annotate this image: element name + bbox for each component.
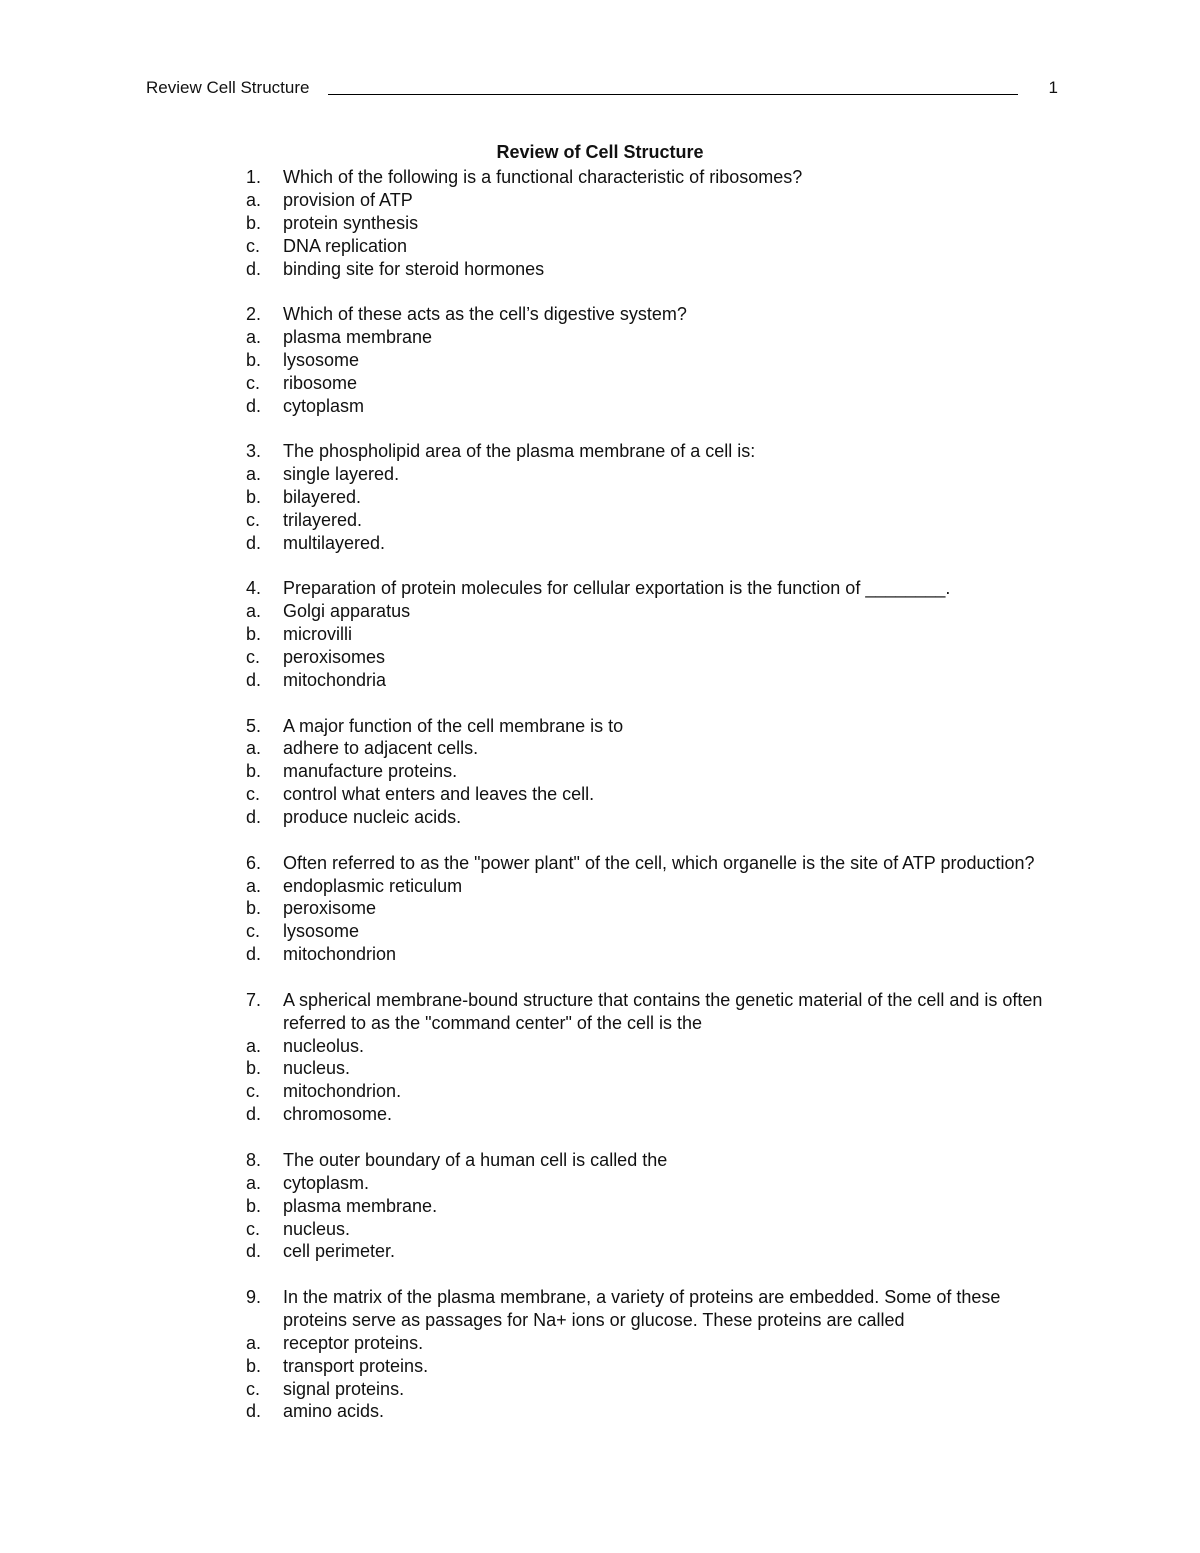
option-text: multilayered. (283, 532, 386, 553)
option-text: nucleus. (283, 1058, 351, 1079)
option-letter: a. (246, 189, 262, 210)
option-letter: d. (246, 532, 262, 553)
question-stem (246, 440, 1046, 463)
question-list (246, 166, 1046, 1446)
answer-option (246, 463, 1046, 486)
answer-option (246, 646, 1046, 669)
option-text: cell perimeter. (283, 1241, 396, 1262)
question-stem (246, 715, 1046, 738)
answer-option (246, 920, 1046, 943)
answer-option (246, 1057, 1046, 1080)
option-text: cytoplasm (283, 395, 365, 416)
option-letter: b. (246, 1355, 262, 1376)
option-letter: c. (246, 1081, 261, 1102)
answer-option (246, 189, 1046, 212)
option-text: plasma membrane (283, 327, 433, 348)
question-number: 8. (246, 1149, 262, 1170)
option-text: nucleus. (283, 1218, 351, 1239)
answer-option (246, 806, 1046, 829)
option-text: adhere to adjacent cells. (283, 738, 479, 759)
answer-option (246, 1332, 1046, 1355)
question-text: Preparation of protein molecules for cellular exportation is the function of ________. (283, 578, 951, 599)
answer-option (246, 1172, 1046, 1195)
answer-option (246, 486, 1046, 509)
question-stem (246, 303, 1046, 326)
question-text: Which of the following is a functional characteristic of ribosomes? (283, 167, 803, 187)
question-5 (246, 715, 1046, 830)
answer-option (246, 875, 1046, 898)
option-text: plasma membrane. (283, 1195, 438, 1216)
answer-option (246, 783, 1046, 806)
question-2 (246, 303, 1046, 418)
answer-option (246, 349, 1046, 372)
option-letter: d. (246, 258, 262, 279)
question-stem (246, 989, 1046, 1035)
option-text: cytoplasm. (283, 1172, 370, 1193)
option-letter: d. (246, 1401, 262, 1422)
option-text: provision of ATP (283, 189, 413, 210)
answer-option (246, 326, 1046, 349)
answer-option (246, 395, 1046, 418)
option-letter: b. (246, 898, 262, 919)
answer-option (246, 623, 1046, 646)
option-letter: c. (246, 784, 261, 805)
option-text: trilayered. (283, 509, 363, 530)
option-text: lysosome (283, 349, 360, 370)
option-letter: d. (246, 807, 262, 828)
option-text: nucleolus. (283, 1035, 365, 1056)
option-letter: a. (246, 1035, 262, 1056)
question-stem (246, 1286, 1046, 1332)
option-letter: d. (246, 395, 262, 416)
option-letter: a. (246, 738, 262, 759)
answer-option (246, 1218, 1046, 1241)
option-letter: c. (246, 1218, 261, 1239)
question-number: 1. (246, 167, 262, 187)
question-number: 4. (246, 578, 262, 599)
page-number: 1 (1048, 78, 1058, 97)
question-8 (246, 1149, 1046, 1264)
option-letter: d. (246, 944, 262, 965)
question-text: The phospholipid area of the plasma membrane of a cell is: (283, 441, 756, 462)
answer-option (246, 669, 1046, 692)
option-text: protein synthesis (283, 212, 419, 233)
answer-option (246, 1400, 1046, 1423)
document-title: Review of Cell Structure (496, 142, 704, 162)
option-text: mitochondrion (283, 944, 397, 965)
question-number: 5. (246, 715, 262, 736)
answer-option (246, 372, 1046, 395)
header-title: Review Cell Structure (146, 78, 310, 97)
option-text: endoplasmic reticulum (283, 875, 463, 896)
option-letter: a. (246, 875, 262, 896)
question-stem (246, 1149, 1046, 1172)
question-text: In the matrix of the plasma membrane, a variety of proteins are embedded. Some of these proteins serve as passages for Na+ ions or glucose. These proteins are called (283, 1286, 1001, 1330)
question-stem (246, 166, 1046, 189)
option-letter: a. (246, 464, 262, 485)
option-text: single layered. (283, 464, 400, 485)
header-rule (328, 94, 1018, 95)
question-9 (246, 1286, 1046, 1423)
answer-option (246, 897, 1046, 920)
question-number: 3. (246, 441, 262, 462)
answer-option (246, 1240, 1046, 1263)
page-header (146, 78, 1058, 100)
answer-option (246, 760, 1046, 783)
question-text: The outer boundary of a human cell is called the (283, 1149, 668, 1170)
question-number: 9. (246, 1286, 262, 1307)
option-letter: b. (246, 1058, 262, 1079)
option-text: peroxisome (283, 898, 377, 919)
option-text: signal proteins. (283, 1378, 405, 1399)
option-text: binding site for steroid hormones (283, 258, 545, 279)
question-text: A spherical membrane-bound structure that contains the genetic material of the cell and is often referred to as the "command center" of the cell is the (283, 989, 1043, 1033)
answer-option (246, 1080, 1046, 1103)
question-7 (246, 989, 1046, 1126)
answer-option (246, 943, 1046, 966)
option-text: receptor proteins. (283, 1332, 424, 1353)
answer-option (246, 600, 1046, 623)
question-stem (246, 577, 1046, 600)
option-text: chromosome. (283, 1104, 393, 1125)
answer-option (246, 1355, 1046, 1378)
option-letter: b. (246, 349, 262, 370)
option-letter: c. (246, 921, 261, 942)
question-1 (246, 166, 1046, 281)
option-letter: b. (246, 487, 262, 508)
option-letter: c. (246, 509, 261, 530)
question-text: Which of these acts as the cell’s digestive system? (283, 304, 687, 325)
question-text: A major function of the cell membrane is to (283, 715, 624, 736)
option-letter: c. (246, 235, 261, 256)
option-letter: d. (246, 670, 262, 690)
answer-option (246, 737, 1046, 760)
option-letter: b. (246, 212, 262, 233)
option-text: Golgi apparatus (283, 601, 411, 622)
option-text: mitochondrion. (283, 1081, 402, 1102)
answer-option (246, 1103, 1046, 1126)
option-text: microvilli (283, 624, 352, 645)
option-text: DNA replication (283, 235, 408, 256)
option-letter: a. (246, 1332, 262, 1353)
answer-option (246, 1378, 1046, 1401)
option-text: produce nucleic acids. (283, 807, 462, 828)
answer-option (246, 235, 1046, 258)
option-text: mitochondria (283, 670, 387, 690)
answer-option (246, 1195, 1046, 1218)
option-letter: d. (246, 1104, 262, 1125)
option-text: manufacture proteins. (283, 761, 458, 782)
option-letter: c. (246, 372, 261, 393)
question-stem (246, 852, 1046, 875)
answer-option (246, 532, 1046, 555)
option-text: control what enters and leaves the cell. (283, 784, 595, 805)
option-letter: c. (246, 1378, 261, 1399)
option-letter: b. (246, 761, 262, 782)
option-letter: a. (246, 601, 262, 622)
option-text: bilayered. (283, 487, 362, 508)
answer-option (246, 509, 1046, 532)
question-text: Often referred to as the "power plant" of the cell, which organelle is the site of ATP production? (283, 852, 1035, 873)
option-text: ribosome (283, 372, 358, 393)
option-text: amino acids. (283, 1401, 385, 1422)
question-number: 7. (246, 989, 262, 1010)
option-letter: b. (246, 624, 262, 645)
option-text: transport proteins. (283, 1355, 429, 1376)
question-number: 6. (246, 852, 262, 873)
answer-option (246, 212, 1046, 235)
question-3 (246, 440, 1046, 555)
answer-option (246, 258, 1046, 281)
question-6 (246, 852, 1046, 967)
option-letter: b. (246, 1195, 262, 1216)
option-letter: d. (246, 1241, 262, 1262)
question-4 (246, 577, 1046, 692)
option-text: peroxisomes (283, 647, 386, 668)
answer-option (246, 1035, 1046, 1058)
option-letter: a. (246, 1172, 262, 1193)
question-number: 2. (246, 304, 262, 325)
option-letter: c. (246, 647, 261, 668)
option-letter: a. (246, 327, 262, 348)
option-text: lysosome (283, 921, 360, 942)
